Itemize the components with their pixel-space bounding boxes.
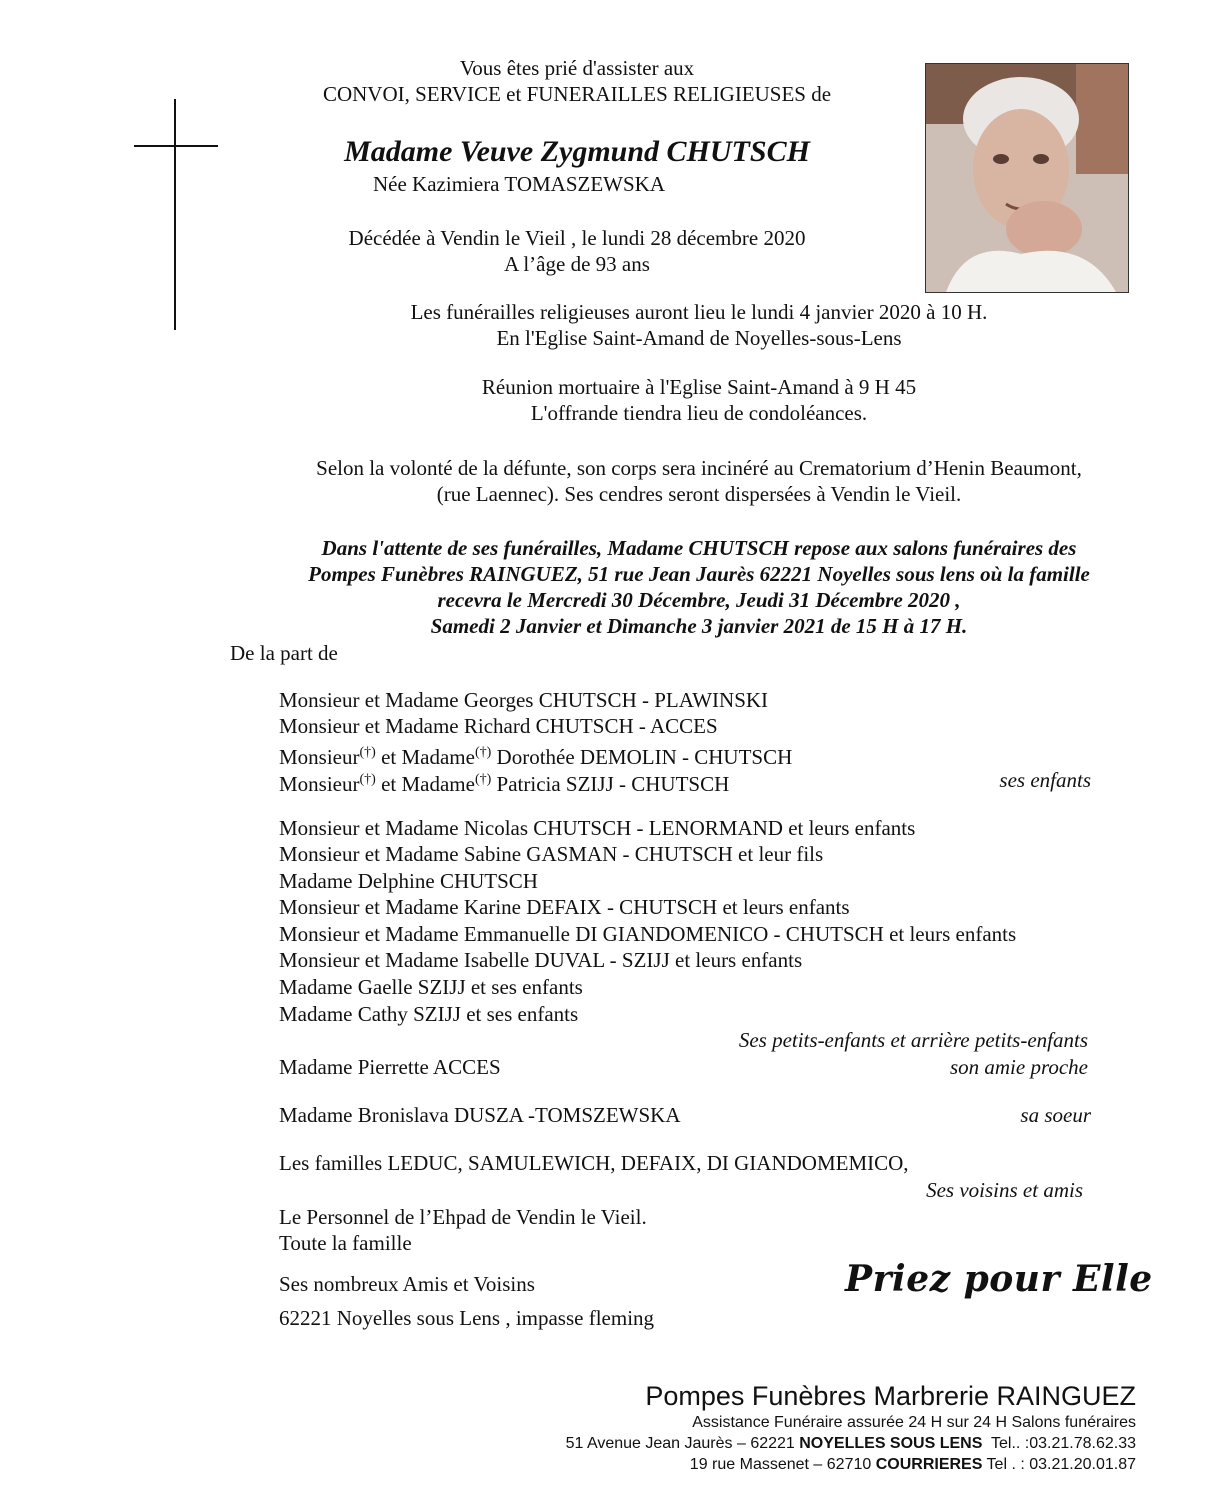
friend-role: son amie proche (949, 1055, 1088, 1079)
child-2: Monsieur et Madame Richard CHUTSCH - ACCES (279, 714, 718, 738)
grandchild-8: Madame Cathy SZIJJ et ses enfants (279, 1002, 579, 1026)
child-1: Monsieur et Madame Georges CHUTSCH - PLAWINSKI (279, 688, 769, 712)
meeting-line-1: Réunion mortuaire à l'Eglise Saint-Amand à 9 H 45 (481, 375, 917, 399)
footer-address-1: 51 Avenue Jean Jaurès – 62221 NOYELLES SOUS LENS Tel.. :03.21.78.62.33 (565, 1435, 1136, 1452)
neighbors-role: Ses voisins et amis (926, 1178, 1083, 1202)
cross-vertical-bar (174, 99, 176, 330)
child-3: Monsieur(†) et Madame(†) Dorothée DEMOLIN - CHUTSCH (279, 745, 793, 769)
grandchild-3: Madame Delphine CHUTSCH (279, 869, 538, 893)
dagger-mark: (†) (474, 772, 492, 787)
sister-role: sa soeur (1020, 1103, 1091, 1127)
grandchild-2: Monsieur et Madame Sabine GASMAN - CHUTSCH et leur fils (279, 842, 824, 866)
meeting-line-2: L'offrande tiendra lieu de condoléances. (530, 401, 868, 425)
footer-service: Assistance Funéraire assurée 24 H sur 24 H Salons funéraires (692, 1414, 1136, 1431)
portrait-photo (925, 63, 1129, 293)
rest-line-1: Dans l'attente de ses funérailles, Madame CHUTSCH repose aux salons funéraires des (321, 536, 1077, 560)
deceased-name: Madame Veuve Zygmund CHUTSCH (344, 135, 810, 168)
footer-address-2: 19 rue Massenet – 62710 COURRIERES Tel . : 03.21.20.01.87 (689, 1456, 1136, 1473)
maiden-name: Née Kazimiera TOMASZEWSKA (373, 172, 665, 196)
age-info: A l’âge de 93 ans (504, 252, 650, 276)
dagger-mark: (†) (474, 745, 492, 760)
friends-neighbors: Ses nombreux Amis et Voisins (279, 1272, 535, 1296)
death-info: Décédée à Vendin le Vieil , le lundi 28 décembre 2020 (348, 226, 806, 250)
family-address: 62221 Noyelles sous Lens , impasse fleming (279, 1306, 655, 1330)
footer-company: Pompes Funèbres Marbrerie RAINGUEZ (645, 1381, 1136, 1411)
cremation-line-1: Selon la volonté de la défunte, son corps sera incinéré au Crematorium d’Henin Beaumont, (316, 456, 1082, 480)
dagger-mark: (†) (359, 745, 376, 760)
funeral-line-2: En l'Eglise Saint-Amand de Noyelles-sous-Lens (496, 326, 902, 350)
grandchild-1: Monsieur et Madame Nicolas CHUTSCH - LENORMAND et leurs enfants (279, 816, 916, 840)
whole-family: Toute la famille (279, 1231, 412, 1255)
sister-name: Madame Bronislava DUSZA -TOMSZEWSKA (279, 1103, 681, 1127)
rest-line-2: Pompes Funèbres RAINGUEZ, 51 rue Jean Jaurès 62221 Noyelles sous lens où la famille (308, 562, 1090, 586)
dagger-mark: (†) (359, 772, 376, 787)
cremation-line-2: (rue Laennec). Ses cendres seront dispersées à Vendin le Vieil. (436, 482, 962, 506)
grandchild-7: Madame Gaelle SZIJJ et ses enfants (279, 975, 583, 999)
intro-line-1: Vous êtes prié d'assister aux (459, 56, 695, 80)
grandchild-6: Monsieur et Madame Isabelle DUVAL - SZIJJ et leurs enfants (279, 948, 803, 972)
from-label: De la part de (230, 641, 338, 665)
child-4: Monsieur(†) et Madame(†) Patricia SZIJJ - CHUTSCH (279, 772, 730, 796)
families: Les familles LEDUC, SAMULEWICH, DEFAIX, DI GIANDOMEMICO, (279, 1151, 909, 1175)
ehpad-staff: Le Personnel de l’Ehpad de Vendin le Vieil. (279, 1205, 647, 1229)
intro-line-2: CONVOI, SERVICE et FUNERAILLES RELIGIEUSES de (322, 82, 832, 106)
funeral-line-1: Les funérailles religieuses auront lieu le lundi 4 janvier 2020 à 10 H. (410, 300, 988, 324)
friend-name: Madame Pierrette ACCES (279, 1055, 501, 1079)
children-role: ses enfants (999, 768, 1091, 792)
cross-horizontal-bar (134, 145, 218, 147)
rest-line-3: recevra le Mercredi 30 Décembre, Jeudi 31 Décembre 2020 , (437, 588, 961, 612)
grandchildren-role: Ses petits-enfants et arrière petits-enfants (738, 1028, 1088, 1052)
grandchild-4: Monsieur et Madame Karine DEFAIX - CHUTSCH et leurs enfants (279, 895, 850, 919)
prayer-text: Priez pour Elle (845, 1258, 1153, 1300)
grandchild-5: Monsieur et Madame Emmanuelle DI GIANDOMENICO - CHUTSCH et leurs enfants (279, 922, 1017, 946)
rest-line-4: Samedi 2 Janvier et Dimanche 3 janvier 2021 de 15 H à 17 H. (430, 614, 968, 638)
